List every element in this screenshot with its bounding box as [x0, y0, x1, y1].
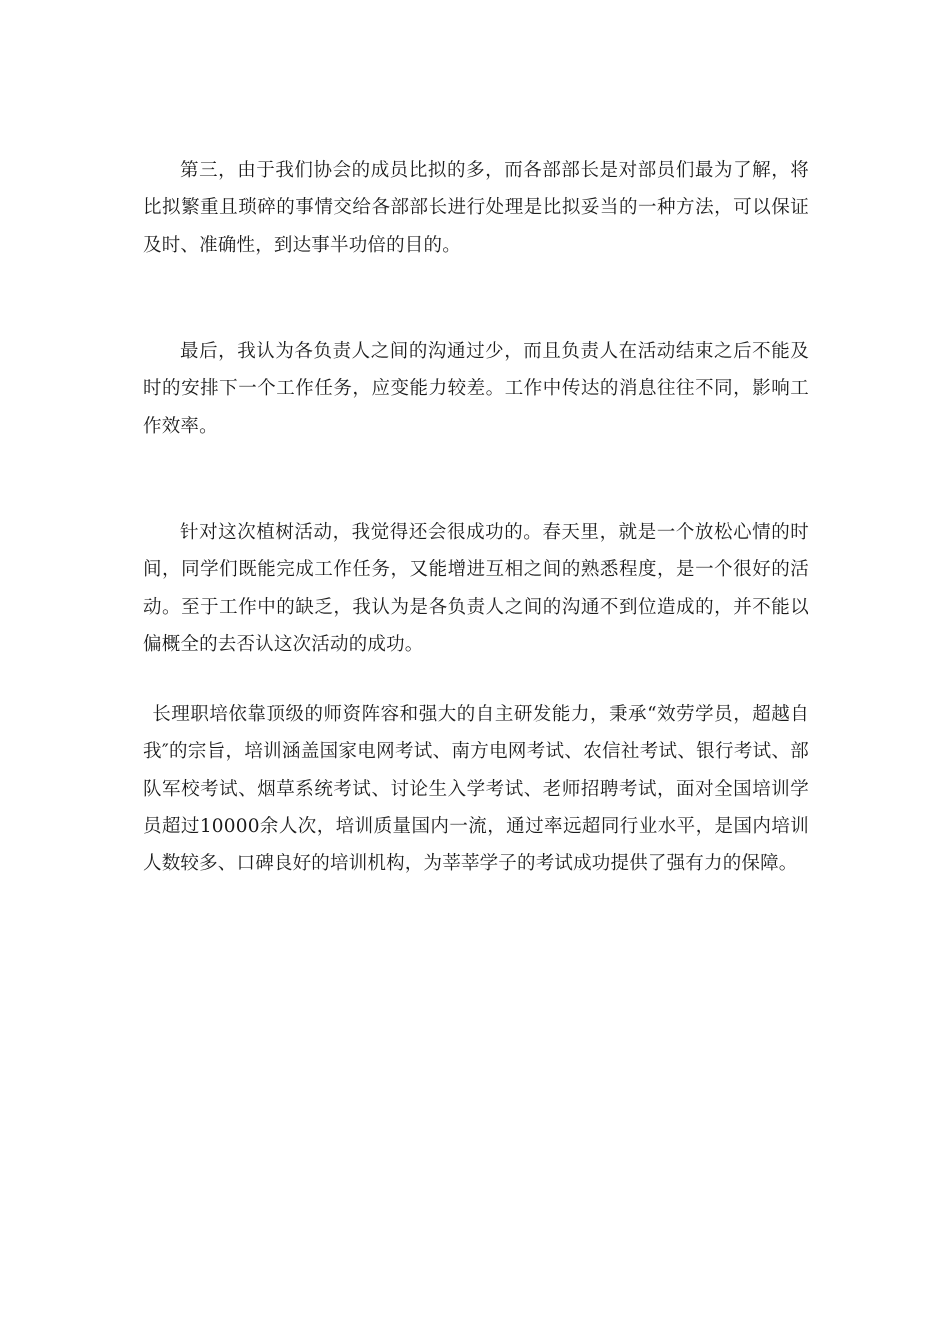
paragraph-training-institution: 长理职培依靠顶级的师资阵容和强大的自主研发能力，秉承“效劳学员，超越自我″的宗旨，培训涵盖国家电网考试、南方电网考试、农信社考试、银行考试、部队军校考试、烟草系统考试、讨论生入学考试、老师招聘考试，面对全国培训学员超过10000余人次，培训质量国内一流，通过率远超同行业水平，是国内培训人数较多、口碑良好的培训机构，为莘莘学子的考试成功提供了强有力的保障。 [143, 704, 809, 875]
paragraph-third-point: 第三，由于我们协会的成员比拟的多，而各部部长是对部员们最为了解，将比拟繁重且琐碎的事情交给各部部长进行处理是比拟妥当的一种方法，可以保证及时、准确性，到达事半功倍的目的。 [143, 160, 809, 256]
paragraph-finally: 最后，我认为各负责人之间的沟通过少，而且负责人在活动结束之后不能及时的安排下一个工作任务，应变能力较差。工作中传达的消息往往不同，影响工作效率。 [143, 341, 809, 437]
paragraph-tree-planting-summary: 针对这次植树活动，我觉得还会很成功的。春天里，就是一个放松心情的时间，同学们既能完成工作任务，又能增进互相之间的熟悉程度，是一个很好的活动。至于工作中的缺乏，我认为是各负责人之间的沟通不到位造成的，并不能以偏概全的去否认这次活动的成功。 [143, 522, 809, 655]
